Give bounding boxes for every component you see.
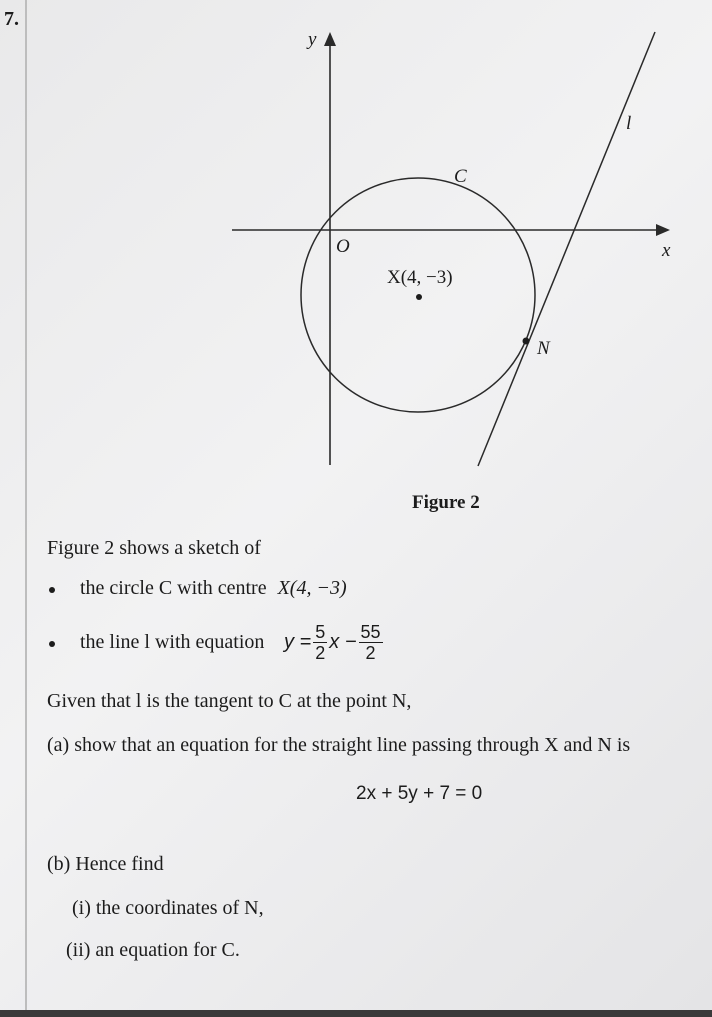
bullet-2-text: the line l with equation <box>80 631 265 653</box>
part-b-ii-text: (ii) an equation for C. <box>66 939 240 961</box>
eq-mid: x − <box>329 630 357 653</box>
line-xn-equation: 2x + 5y + 7 = 0 <box>356 783 483 804</box>
centre-label: X(4, −3) <box>387 267 453 288</box>
y-axis-label: y <box>308 29 317 50</box>
bottom-edge <box>0 1010 712 1017</box>
point-n-label: N <box>537 338 550 359</box>
given-text: Given that l is the tangent to C at the point N, <box>47 690 412 712</box>
intro-text: Figure 2 shows a sketch of <box>47 537 261 559</box>
fraction-1-numerator: 5 <box>315 621 326 642</box>
part-a-text: (a) show that an equation for the straight line passing through X and N is <box>47 734 631 756</box>
bullet-2 <box>49 641 55 647</box>
fraction-55-halves <box>359 622 383 663</box>
part-b-text: (b) Hence find <box>47 853 164 875</box>
bullet-1-text: the circle C with centre <box>80 577 267 599</box>
question-number: 7. <box>4 8 19 30</box>
line-equation <box>284 618 385 666</box>
bullet-1 <box>49 587 55 593</box>
x-axis-label: x <box>662 240 671 261</box>
figure-caption: Figure 2 <box>412 492 480 513</box>
bullet-1-math: X(4, −3) <box>277 577 347 599</box>
centre-point <box>416 294 422 300</box>
fraction-2-denominator: 2 <box>365 642 376 663</box>
fraction-2-numerator: 55 <box>360 621 381 642</box>
origin-label: O <box>336 236 350 257</box>
point-n <box>523 338 530 345</box>
circle-label: C <box>454 166 467 187</box>
fraction-1-denominator: 2 <box>315 642 326 663</box>
part-b-i-text: (i) the coordinates of N, <box>72 897 264 919</box>
line-label: l <box>626 113 632 134</box>
tangent-line-l <box>478 32 655 466</box>
eq-y: y = <box>284 630 312 653</box>
fraction-five-halves <box>313 622 327 663</box>
bullet-1-row <box>80 577 347 600</box>
y-axis-arrow-icon <box>324 32 336 46</box>
x-axis-arrow-icon <box>656 224 670 236</box>
